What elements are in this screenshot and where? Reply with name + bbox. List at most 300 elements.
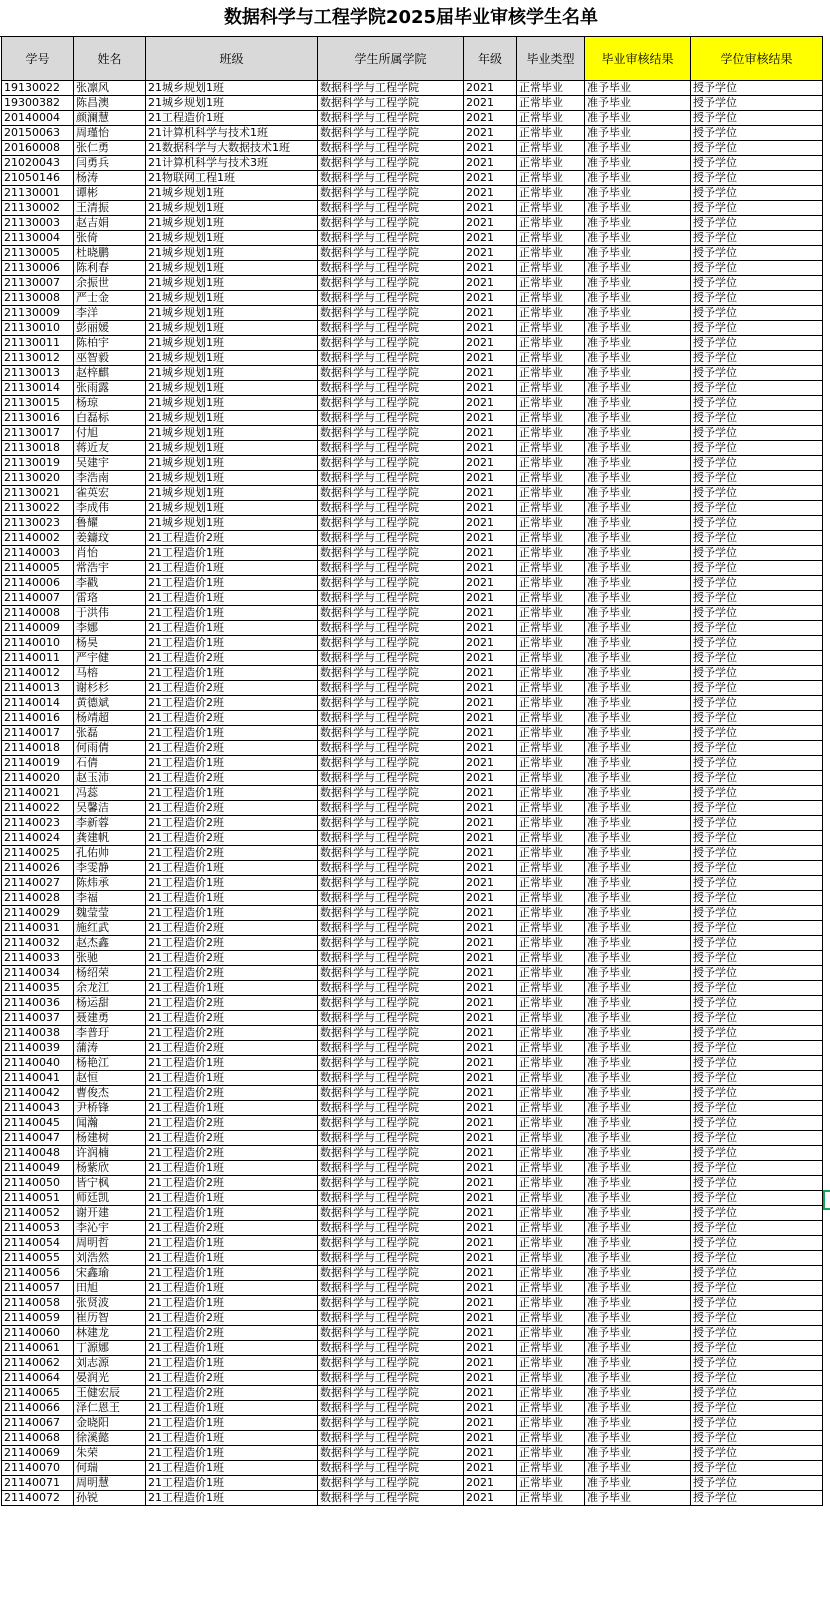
cell-college[interactable]: 数据科学与工程学院 (318, 1191, 464, 1206)
cell-student-id[interactable]: 21140016 (2, 711, 74, 726)
cell-college[interactable]: 数据科学与工程学院 (318, 816, 464, 831)
cell-name[interactable]: 余振世 (74, 276, 146, 291)
cell-student-id[interactable]: 21130006 (2, 261, 74, 276)
cell-grade[interactable]: 2021 (464, 591, 517, 606)
cell-graduation-result[interactable]: 准予毕业 (585, 921, 691, 936)
cell-college[interactable]: 数据科学与工程学院 (318, 861, 464, 876)
cell-class[interactable]: 21城乡规划1班 (146, 336, 318, 351)
cell-student-id[interactable]: 21140013 (2, 681, 74, 696)
cell-degree-result[interactable]: 授予学位 (691, 1146, 823, 1161)
cell-degree-result[interactable]: 授予学位 (691, 1191, 823, 1206)
cell-name[interactable]: 周瑾怡 (74, 126, 146, 141)
cell-grade[interactable]: 2021 (464, 726, 517, 741)
cell-name[interactable]: 陈炜承 (74, 876, 146, 891)
cell-graduation-result[interactable]: 准予毕业 (585, 1041, 691, 1056)
cell-graduation-result[interactable]: 准予毕业 (585, 1116, 691, 1131)
cell-class[interactable]: 21工程造价1班 (146, 1101, 318, 1116)
cell-graduation-result[interactable]: 准予毕业 (585, 996, 691, 1011)
cell-student-id[interactable]: 21140018 (2, 741, 74, 756)
cell-student-id[interactable]: 21140069 (2, 1446, 74, 1461)
cell-grade[interactable]: 2021 (464, 1311, 517, 1326)
cell-graduation-type[interactable]: 正常毕业 (517, 96, 585, 111)
cell-student-id[interactable]: 21140049 (2, 1161, 74, 1176)
cell-graduation-type[interactable]: 正常毕业 (517, 171, 585, 186)
cell-graduation-result[interactable]: 准予毕业 (585, 1056, 691, 1071)
cell-college[interactable]: 数据科学与工程学院 (318, 1176, 464, 1191)
cell-graduation-result[interactable]: 准予毕业 (585, 1101, 691, 1116)
cell-graduation-type[interactable]: 正常毕业 (517, 981, 585, 996)
cell-degree-result[interactable]: 授予学位 (691, 1326, 823, 1341)
cell-name[interactable]: 李福 (74, 891, 146, 906)
cell-graduation-type[interactable]: 正常毕业 (517, 291, 585, 306)
cell-grade[interactable]: 2021 (464, 546, 517, 561)
cell-student-id[interactable]: 20150063 (2, 126, 74, 141)
cell-student-id[interactable]: 21140064 (2, 1371, 74, 1386)
cell-name[interactable]: 陈利春 (74, 261, 146, 276)
cell-graduation-type[interactable]: 正常毕业 (517, 921, 585, 936)
cell-degree-result[interactable]: 授予学位 (691, 786, 823, 801)
cell-degree-result[interactable]: 授予学位 (691, 186, 823, 201)
cell-graduation-result[interactable]: 准予毕业 (585, 756, 691, 771)
cell-student-id[interactable]: 21140007 (2, 591, 74, 606)
cell-degree-result[interactable]: 授予学位 (691, 96, 823, 111)
cell-degree-result[interactable]: 授予学位 (691, 156, 823, 171)
cell-student-id[interactable]: 21140047 (2, 1131, 74, 1146)
cell-name[interactable]: 李浩南 (74, 471, 146, 486)
cell-grade[interactable]: 2021 (464, 426, 517, 441)
cell-student-id[interactable]: 21130005 (2, 246, 74, 261)
cell-graduation-result[interactable]: 准予毕业 (585, 276, 691, 291)
cell-degree-result[interactable]: 授予学位 (691, 171, 823, 186)
cell-name[interactable]: 杨紫欣 (74, 1161, 146, 1176)
cell-graduation-type[interactable]: 正常毕业 (517, 651, 585, 666)
cell-grade[interactable]: 2021 (464, 1491, 517, 1506)
cell-student-id[interactable]: 21140061 (2, 1341, 74, 1356)
cell-college[interactable]: 数据科学与工程学院 (318, 741, 464, 756)
cell-graduation-result[interactable]: 准予毕业 (585, 1476, 691, 1491)
cell-class[interactable]: 21工程造价1班 (146, 1281, 318, 1296)
cell-graduation-result[interactable]: 准予毕业 (585, 546, 691, 561)
cell-college[interactable]: 数据科学与工程学院 (318, 801, 464, 816)
cell-degree-result[interactable]: 授予学位 (691, 381, 823, 396)
cell-name[interactable]: 赵梓麒 (74, 366, 146, 381)
cell-student-id[interactable]: 21140039 (2, 1041, 74, 1056)
cell-grade[interactable]: 2021 (464, 801, 517, 816)
cell-class[interactable]: 21城乡规划1班 (146, 186, 318, 201)
cell-graduation-type[interactable]: 正常毕业 (517, 576, 585, 591)
cell-grade[interactable]: 2021 (464, 111, 517, 126)
cell-student-id[interactable]: 21140072 (2, 1491, 74, 1506)
cell-degree-result[interactable]: 授予学位 (691, 501, 823, 516)
cell-grade[interactable]: 2021 (464, 1356, 517, 1371)
cell-graduation-result[interactable]: 准予毕业 (585, 486, 691, 501)
cell-graduation-type[interactable]: 正常毕业 (517, 831, 585, 846)
cell-student-id[interactable]: 21140017 (2, 726, 74, 741)
cell-class[interactable]: 21工程造价2班 (146, 711, 318, 726)
cell-degree-result[interactable]: 授予学位 (691, 891, 823, 906)
cell-grade[interactable]: 2021 (464, 501, 517, 516)
cell-class[interactable]: 21城乡规划1班 (146, 96, 318, 111)
cell-class[interactable]: 21工程造价2班 (146, 681, 318, 696)
cell-class[interactable]: 21工程造价1班 (146, 756, 318, 771)
cell-college[interactable]: 数据科学与工程学院 (318, 321, 464, 336)
cell-graduation-type[interactable]: 正常毕业 (517, 201, 585, 216)
cell-graduation-type[interactable]: 正常毕业 (517, 216, 585, 231)
cell-class[interactable]: 21工程造价1班 (146, 621, 318, 636)
cell-name[interactable]: 施红武 (74, 921, 146, 936)
cell-graduation-type[interactable]: 正常毕业 (517, 951, 585, 966)
cell-grade[interactable]: 2021 (464, 861, 517, 876)
cell-degree-result[interactable]: 授予学位 (691, 936, 823, 951)
cell-graduation-result[interactable]: 准予毕业 (585, 816, 691, 831)
cell-student-id[interactable]: 21140051 (2, 1191, 74, 1206)
cell-graduation-type[interactable]: 正常毕业 (517, 276, 585, 291)
cell-class[interactable]: 21工程造价1班 (146, 1431, 318, 1446)
cell-student-id[interactable]: 21130001 (2, 186, 74, 201)
cell-graduation-type[interactable]: 正常毕业 (517, 1236, 585, 1251)
cell-class[interactable]: 21工程造价1班 (146, 1266, 318, 1281)
cell-college[interactable]: 数据科学与工程学院 (318, 1101, 464, 1116)
cell-grade[interactable]: 2021 (464, 1431, 517, 1446)
cell-college[interactable]: 数据科学与工程学院 (318, 171, 464, 186)
cell-grade[interactable]: 2021 (464, 1401, 517, 1416)
cell-class[interactable]: 21工程造价2班 (146, 651, 318, 666)
cell-class[interactable]: 21工程造价2班 (146, 846, 318, 861)
cell-graduation-result[interactable]: 准予毕业 (585, 1446, 691, 1461)
cell-class[interactable]: 21城乡规划1班 (146, 516, 318, 531)
cell-student-id[interactable]: 21140031 (2, 921, 74, 936)
cell-college[interactable]: 数据科学与工程学院 (318, 456, 464, 471)
cell-class[interactable]: 21数据科学与大数据技术1班 (146, 141, 318, 156)
cell-degree-result[interactable]: 授予学位 (691, 1011, 823, 1026)
cell-name[interactable]: 杨靖超 (74, 711, 146, 726)
cell-college[interactable]: 数据科学与工程学院 (318, 876, 464, 891)
cell-grade[interactable]: 2021 (464, 1206, 517, 1221)
cell-degree-result[interactable]: 授予学位 (691, 711, 823, 726)
cell-student-id[interactable]: 21140032 (2, 936, 74, 951)
cell-college[interactable]: 数据科学与工程学院 (318, 1416, 464, 1431)
cell-class[interactable]: 21工程造价2班 (146, 1371, 318, 1386)
cell-student-id[interactable]: 21140019 (2, 756, 74, 771)
cell-name[interactable]: 王清振 (74, 201, 146, 216)
cell-graduation-result[interactable]: 准予毕业 (585, 471, 691, 486)
cell-grade[interactable]: 2021 (464, 1371, 517, 1386)
cell-class[interactable]: 21城乡规划1班 (146, 471, 318, 486)
cell-name[interactable]: 李普玗 (74, 1026, 146, 1041)
cell-college[interactable]: 数据科学与工程学院 (318, 966, 464, 981)
cell-name[interactable]: 许润楠 (74, 1146, 146, 1161)
cell-student-id[interactable]: 21130023 (2, 516, 74, 531)
cell-class[interactable]: 21工程造价1班 (146, 111, 318, 126)
cell-graduation-type[interactable]: 正常毕业 (517, 411, 585, 426)
cell-class[interactable]: 21工程造价1班 (146, 1446, 318, 1461)
cell-name[interactable]: 付旭 (74, 426, 146, 441)
cell-graduation-result[interactable]: 准予毕业 (585, 1251, 691, 1266)
cell-grade[interactable]: 2021 (464, 441, 517, 456)
cell-student-id[interactable]: 21140059 (2, 1311, 74, 1326)
cell-grade[interactable]: 2021 (464, 1056, 517, 1071)
cell-graduation-type[interactable]: 正常毕业 (517, 726, 585, 741)
cell-class[interactable]: 21工程造价2班 (146, 1176, 318, 1191)
cell-class[interactable]: 21计算机科学与技术1班 (146, 126, 318, 141)
cell-graduation-type[interactable]: 正常毕业 (517, 141, 585, 156)
cell-grade[interactable]: 2021 (464, 351, 517, 366)
cell-name[interactable]: 龚建帆 (74, 831, 146, 846)
cell-class[interactable]: 21工程造价2班 (146, 831, 318, 846)
cell-grade[interactable]: 2021 (464, 1131, 517, 1146)
cell-student-id[interactable]: 21130003 (2, 216, 74, 231)
cell-graduation-type[interactable]: 正常毕业 (517, 696, 585, 711)
cell-graduation-type[interactable]: 正常毕业 (517, 1491, 585, 1506)
cell-degree-result[interactable]: 授予学位 (691, 1221, 823, 1236)
cell-degree-result[interactable]: 授予学位 (691, 996, 823, 1011)
cell-graduation-type[interactable]: 正常毕业 (517, 666, 585, 681)
cell-student-id[interactable]: 21140005 (2, 561, 74, 576)
cell-graduation-result[interactable]: 准予毕业 (585, 1206, 691, 1221)
cell-college[interactable]: 数据科学与工程学院 (318, 591, 464, 606)
cell-graduation-type[interactable]: 正常毕业 (517, 636, 585, 651)
cell-grade[interactable]: 2021 (464, 681, 517, 696)
cell-grade[interactable]: 2021 (464, 366, 517, 381)
cell-name[interactable]: 徐溪懿 (74, 1431, 146, 1446)
cell-class[interactable]: 21工程造价2班 (146, 1116, 318, 1131)
cell-class[interactable]: 21工程造价2班 (146, 1131, 318, 1146)
cell-name[interactable]: 李沁宇 (74, 1221, 146, 1236)
cell-class[interactable]: 21工程造价2班 (146, 1026, 318, 1041)
cell-student-id[interactable]: 21050146 (2, 171, 74, 186)
cell-college[interactable]: 数据科学与工程学院 (318, 561, 464, 576)
cell-degree-result[interactable]: 授予学位 (691, 1461, 823, 1476)
cell-graduation-result[interactable]: 准予毕业 (585, 771, 691, 786)
cell-graduation-type[interactable]: 正常毕业 (517, 771, 585, 786)
cell-graduation-type[interactable]: 正常毕业 (517, 876, 585, 891)
cell-graduation-type[interactable]: 正常毕业 (517, 456, 585, 471)
cell-college[interactable]: 数据科学与工程学院 (318, 756, 464, 771)
cell-graduation-type[interactable]: 正常毕业 (517, 306, 585, 321)
cell-graduation-type[interactable]: 正常毕业 (517, 801, 585, 816)
cell-college[interactable]: 数据科学与工程学院 (318, 831, 464, 846)
cell-grade[interactable]: 2021 (464, 1026, 517, 1041)
cell-class[interactable]: 21工程造价2班 (146, 1086, 318, 1101)
cell-graduation-result[interactable]: 准予毕业 (585, 636, 691, 651)
cell-college[interactable]: 数据科学与工程学院 (318, 1086, 464, 1101)
cell-name[interactable]: 张倚 (74, 231, 146, 246)
cell-class[interactable]: 21城乡规划1班 (146, 246, 318, 261)
cell-degree-result[interactable]: 授予学位 (691, 621, 823, 636)
cell-grade[interactable]: 2021 (464, 636, 517, 651)
cell-college[interactable]: 数据科学与工程学院 (318, 126, 464, 141)
cell-degree-result[interactable]: 授予学位 (691, 1281, 823, 1296)
cell-college[interactable]: 数据科学与工程学院 (318, 426, 464, 441)
cell-degree-result[interactable]: 授予学位 (691, 1116, 823, 1131)
cell-name[interactable]: 李新蓉 (74, 816, 146, 831)
cell-name[interactable]: 马榕 (74, 666, 146, 681)
cell-class[interactable]: 21工程造价1班 (146, 906, 318, 921)
cell-grade[interactable]: 2021 (464, 1086, 517, 1101)
cell-degree-result[interactable]: 授予学位 (691, 1446, 823, 1461)
cell-grade[interactable]: 2021 (464, 1071, 517, 1086)
cell-class[interactable]: 21工程造价1班 (146, 786, 318, 801)
cell-degree-result[interactable]: 授予学位 (691, 681, 823, 696)
cell-graduation-result[interactable]: 准予毕业 (585, 1491, 691, 1506)
cell-grade[interactable]: 2021 (464, 306, 517, 321)
cell-name[interactable]: 聂建勇 (74, 1011, 146, 1026)
cell-class[interactable]: 21工程造价2班 (146, 741, 318, 756)
cell-name[interactable]: 泽仁恩王 (74, 1401, 146, 1416)
cell-class[interactable]: 21城乡规划1班 (146, 81, 318, 96)
cell-degree-result[interactable]: 授予学位 (691, 1071, 823, 1086)
cell-degree-result[interactable]: 授予学位 (691, 1341, 823, 1356)
cell-graduation-result[interactable]: 准予毕业 (585, 741, 691, 756)
cell-degree-result[interactable]: 授予学位 (691, 831, 823, 846)
cell-grade[interactable]: 2021 (464, 651, 517, 666)
cell-graduation-type[interactable]: 正常毕业 (517, 351, 585, 366)
cell-class[interactable]: 21城乡规划1班 (146, 381, 318, 396)
cell-name[interactable]: 尹桥锋 (74, 1101, 146, 1116)
cell-name[interactable]: 孔佑帅 (74, 846, 146, 861)
cell-college[interactable]: 数据科学与工程学院 (318, 546, 464, 561)
cell-graduation-type[interactable]: 正常毕业 (517, 1476, 585, 1491)
cell-degree-result[interactable]: 授予学位 (691, 1401, 823, 1416)
cell-student-id[interactable]: 21140036 (2, 996, 74, 1011)
cell-student-id[interactable]: 21140027 (2, 876, 74, 891)
cell-student-id[interactable]: 21140058 (2, 1296, 74, 1311)
cell-degree-result[interactable]: 授予学位 (691, 1266, 823, 1281)
cell-name[interactable]: 李娜 (74, 621, 146, 636)
cell-college[interactable]: 数据科学与工程学院 (318, 396, 464, 411)
cell-degree-result[interactable]: 授予学位 (691, 1206, 823, 1221)
cell-college[interactable]: 数据科学与工程学院 (318, 1296, 464, 1311)
cell-student-id[interactable]: 21140060 (2, 1326, 74, 1341)
cell-name[interactable]: 巫智毅 (74, 351, 146, 366)
cell-degree-result[interactable]: 授予学位 (691, 951, 823, 966)
cell-graduation-result[interactable]: 准予毕业 (585, 876, 691, 891)
cell-graduation-result[interactable]: 准予毕业 (585, 1011, 691, 1026)
cell-grade[interactable]: 2021 (464, 321, 517, 336)
cell-grade[interactable]: 2021 (464, 1296, 517, 1311)
cell-degree-result[interactable]: 授予学位 (691, 1431, 823, 1446)
cell-grade[interactable]: 2021 (464, 606, 517, 621)
cell-grade[interactable]: 2021 (464, 246, 517, 261)
cell-grade[interactable]: 2021 (464, 201, 517, 216)
cell-degree-result[interactable]: 授予学位 (691, 1296, 823, 1311)
cell-class[interactable]: 21城乡规划1班 (146, 321, 318, 336)
cell-class[interactable]: 21工程造价1班 (146, 1461, 318, 1476)
cell-grade[interactable]: 2021 (464, 951, 517, 966)
cell-graduation-type[interactable]: 正常毕业 (517, 996, 585, 1011)
cell-name[interactable]: 谢开建 (74, 1206, 146, 1221)
cell-graduation-result[interactable]: 准予毕业 (585, 1026, 691, 1041)
cell-degree-result[interactable]: 授予学位 (691, 756, 823, 771)
cell-graduation-type[interactable]: 正常毕业 (517, 261, 585, 276)
cell-graduation-type[interactable]: 正常毕业 (517, 336, 585, 351)
cell-grade[interactable]: 2021 (464, 936, 517, 951)
cell-degree-result[interactable]: 授予学位 (691, 1236, 823, 1251)
cell-college[interactable]: 数据科学与工程学院 (318, 471, 464, 486)
cell-student-id[interactable]: 21140037 (2, 1011, 74, 1026)
cell-degree-result[interactable]: 授予学位 (691, 336, 823, 351)
cell-college[interactable]: 数据科学与工程学院 (318, 981, 464, 996)
cell-name[interactable]: 严宇健 (74, 651, 146, 666)
cell-college[interactable]: 数据科学与工程学院 (318, 111, 464, 126)
cell-graduation-result[interactable]: 准予毕业 (585, 96, 691, 111)
cell-graduation-result[interactable]: 准予毕业 (585, 1431, 691, 1446)
cell-class[interactable]: 21工程造价1班 (146, 1416, 318, 1431)
cell-name[interactable]: 赵恒 (74, 1071, 146, 1086)
cell-graduation-result[interactable]: 准予毕业 (585, 516, 691, 531)
cell-class[interactable]: 21城乡规划1班 (146, 501, 318, 516)
cell-grade[interactable]: 2021 (464, 291, 517, 306)
cell-grade[interactable]: 2021 (464, 1461, 517, 1476)
cell-graduation-type[interactable]: 正常毕业 (517, 1116, 585, 1131)
header-class[interactable]: 班级 (146, 37, 318, 81)
cell-name[interactable]: 蒋近友 (74, 441, 146, 456)
cell-grade[interactable]: 2021 (464, 396, 517, 411)
cell-class[interactable]: 21城乡规划1班 (146, 291, 318, 306)
cell-graduation-type[interactable]: 正常毕业 (517, 246, 585, 261)
cell-grade[interactable]: 2021 (464, 576, 517, 591)
cell-class[interactable]: 21工程造价1班 (146, 1356, 318, 1371)
cell-name[interactable]: 于洪伟 (74, 606, 146, 621)
cell-student-id[interactable]: 21130010 (2, 321, 74, 336)
cell-student-id[interactable]: 21130012 (2, 351, 74, 366)
cell-graduation-type[interactable]: 正常毕业 (517, 1086, 585, 1101)
cell-college[interactable]: 数据科学与工程学院 (318, 1341, 464, 1356)
cell-graduation-type[interactable]: 正常毕业 (517, 1026, 585, 1041)
cell-name[interactable]: 雀英宏 (74, 486, 146, 501)
cell-name[interactable]: 李戳 (74, 576, 146, 591)
cell-name[interactable]: 石倩 (74, 756, 146, 771)
cell-name[interactable]: 谢杉杉 (74, 681, 146, 696)
cell-graduation-result[interactable]: 准予毕业 (585, 366, 691, 381)
cell-student-id[interactable]: 21140052 (2, 1206, 74, 1221)
cell-name[interactable]: 常浩宇 (74, 561, 146, 576)
cell-name[interactable]: 杨涛 (74, 171, 146, 186)
cell-graduation-result[interactable]: 准予毕业 (585, 831, 691, 846)
cell-graduation-type[interactable]: 正常毕业 (517, 501, 585, 516)
cell-college[interactable]: 数据科学与工程学院 (318, 621, 464, 636)
cell-student-id[interactable]: 21140045 (2, 1116, 74, 1131)
cell-class[interactable]: 21工程造价1班 (146, 891, 318, 906)
cell-name[interactable]: 杨艳江 (74, 1056, 146, 1071)
cell-grade[interactable]: 2021 (464, 456, 517, 471)
cell-graduation-result[interactable]: 准予毕业 (585, 621, 691, 636)
cell-graduation-type[interactable]: 正常毕业 (517, 426, 585, 441)
cell-grade[interactable]: 2021 (464, 261, 517, 276)
cell-student-id[interactable]: 21130015 (2, 396, 74, 411)
cell-class[interactable]: 21城乡规划1班 (146, 396, 318, 411)
cell-college[interactable]: 数据科学与工程学院 (318, 1326, 464, 1341)
cell-college[interactable]: 数据科学与工程学院 (318, 1011, 464, 1026)
cell-grade[interactable]: 2021 (464, 1236, 517, 1251)
cell-degree-result[interactable]: 授予学位 (691, 246, 823, 261)
cell-grade[interactable]: 2021 (464, 1251, 517, 1266)
cell-degree-result[interactable]: 授予学位 (691, 1491, 823, 1506)
cell-degree-result[interactable]: 授予学位 (691, 591, 823, 606)
cell-graduation-type[interactable]: 正常毕业 (517, 681, 585, 696)
header-degree-result[interactable]: 学位审核结果 (691, 37, 823, 81)
cell-student-id[interactable]: 21140055 (2, 1251, 74, 1266)
cell-name[interactable]: 曹俊杰 (74, 1086, 146, 1101)
cell-degree-result[interactable]: 授予学位 (691, 456, 823, 471)
cell-graduation-type[interactable]: 正常毕业 (517, 906, 585, 921)
cell-degree-result[interactable]: 授予学位 (691, 291, 823, 306)
cell-graduation-type[interactable]: 正常毕业 (517, 1416, 585, 1431)
cell-college[interactable]: 数据科学与工程学院 (318, 1431, 464, 1446)
cell-class[interactable]: 21工程造价1班 (146, 1251, 318, 1266)
cell-graduation-type[interactable]: 正常毕业 (517, 1251, 585, 1266)
cell-class[interactable]: 21工程造价2班 (146, 921, 318, 936)
